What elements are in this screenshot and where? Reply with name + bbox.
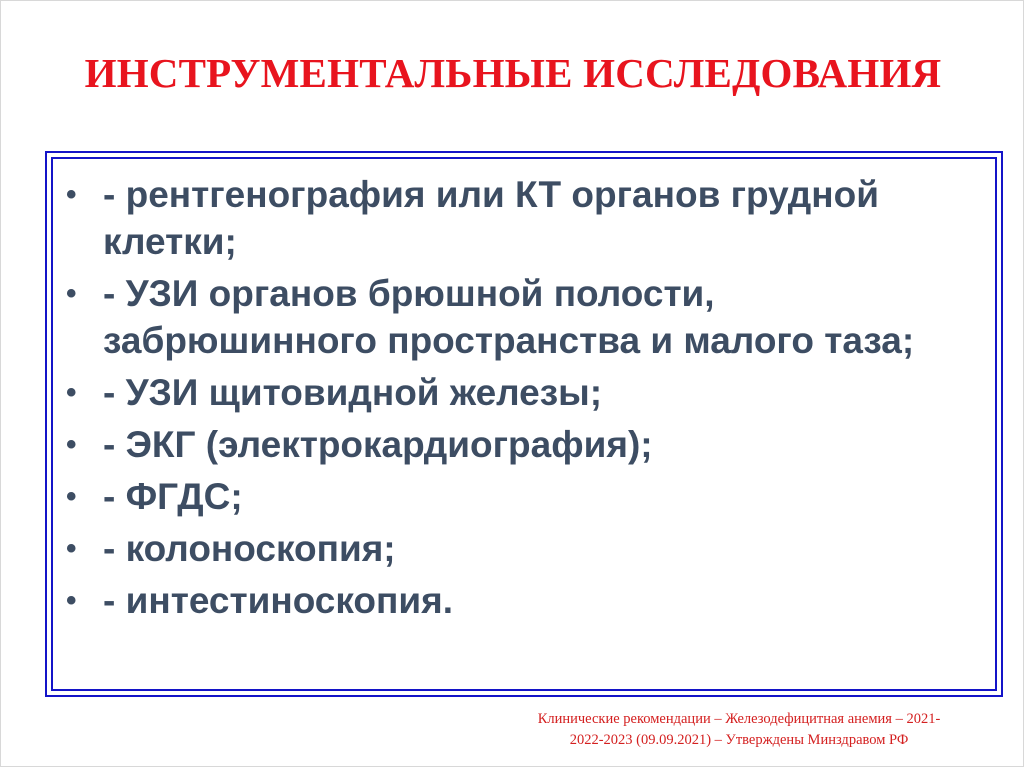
list-item-text: - ФГДС;	[103, 476, 243, 517]
list-item	[53, 171, 983, 265]
list-item	[53, 577, 983, 624]
list-item	[53, 421, 983, 468]
list-item	[53, 369, 983, 416]
list-item-text: - УЗИ органов брюшной полости, забрюшинного пространства и малого таза;	[103, 273, 915, 361]
source-citation-line-2: 2022-2023 (09.09.2021) – Утверждены Минздравом РФ	[569, 732, 909, 748]
list-item-text: - колоноскопия;	[103, 528, 396, 569]
list-item	[53, 270, 983, 364]
bullet-icon: •	[66, 428, 77, 461]
bullet-icon: •	[66, 480, 77, 513]
list-item-text: - ЭКГ (электрокардиография);	[103, 424, 653, 465]
bullet-icon: •	[66, 277, 77, 310]
bullet-icon: •	[66, 376, 77, 409]
bullet-list	[53, 171, 983, 629]
list-item-text: - интестиноскопия.	[103, 580, 453, 621]
list-item	[53, 525, 983, 572]
content-frame	[45, 151, 1003, 697]
source-citation-line-1: Клинические рекомендации – Железодефицитная анемия – 2021-	[537, 711, 941, 727]
bullet-icon: •	[66, 584, 77, 617]
list-item	[53, 473, 983, 520]
list-item-text: - рентгенография или КТ органов грудной клетки;	[103, 174, 879, 262]
bullet-icon: •	[66, 532, 77, 565]
bullet-icon: •	[66, 178, 77, 211]
source-citation	[471, 709, 1007, 751]
content-frame-inner	[51, 157, 997, 691]
slide-title: ИНСТРУМЕНТАЛЬНЫЕ ИССЛЕДОВАНИЯ	[84, 50, 942, 96]
list-item-text: - УЗИ щитовидной железы;	[103, 372, 603, 413]
